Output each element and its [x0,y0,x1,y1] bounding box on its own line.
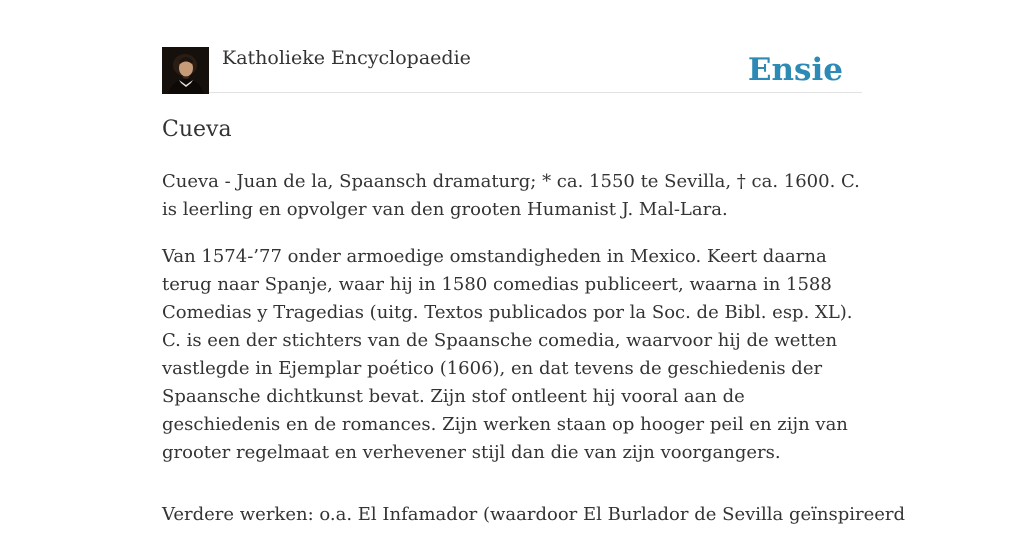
article-paragraph: Verdere werken: o.a. El Infamador (waardoor El Burlador de Sevilla geïnspireerd [162,504,906,525]
article-body [162,168,906,548]
article-title: Cueva [162,117,232,142]
page [162,0,906,525]
article-paragraph: Van 1574-’77 onder armoedige omstandigheden in Mexico. Keert daarna terug naar Spanje, waar hij in 1580 comedias publiceert, waarna in 1588 Comedias y Tragedias (uitg. Textos publicados por la Soc. de Bibl. esp. XL). C. is een der stichters van de Spaansche comedia, waarvoor hij de wetten vastlegde in Ejemplar poético (1606), en dat tevens de geschiedenis der Spaansche dichtkunst bevat. Zijn stof ontleent hij vooral aan de geschiedenis en de romances. Zijn werken staan op hooger peil en zijn van grooter regelmaat en verhevener stijl dan die van zijn voorgangers. [162,246,853,463]
portrait-icon [162,47,209,94]
site-header [162,0,862,93]
encyclopedia-name[interactable]: Katholieke Encyclopaedie [222,47,471,69]
article-paragraph: Cueva - Juan de la, Spaansch dramaturg; * ca. 1550 te Sevilla, † ca. 1600. C. is leerling en opvolger van den grooten Humanist J. Mal-Lara. [162,171,860,220]
ensie-logo[interactable]: Ensie [747,52,843,88]
author-portrait-avatar[interactable] [162,47,209,94]
